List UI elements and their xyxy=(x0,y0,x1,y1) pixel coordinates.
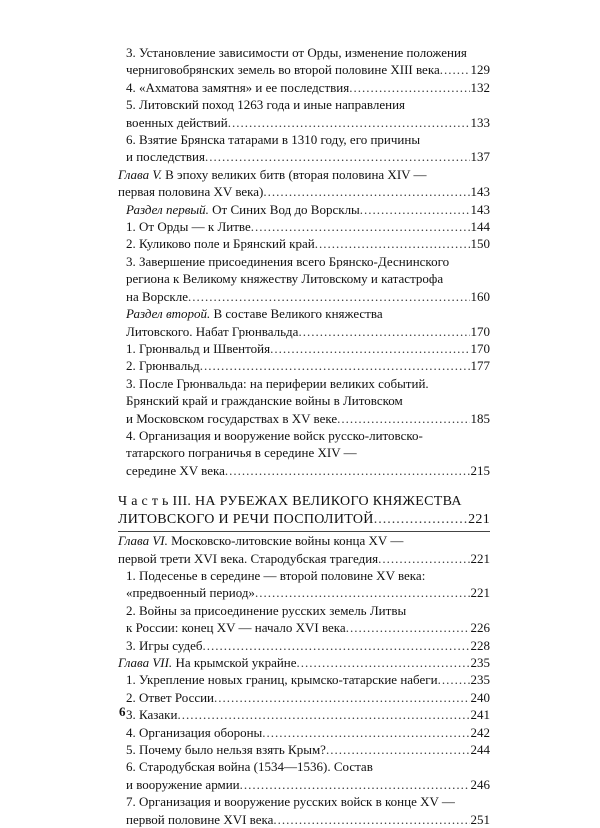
toc-text: на Ворскле xyxy=(126,288,188,304)
toc-entry xyxy=(118,602,490,637)
toc-label: Глава V. xyxy=(118,166,162,182)
toc-label: Раздел первый. xyxy=(126,201,209,217)
toc-entry xyxy=(118,340,490,357)
toc-text: 5. Почему было нельзя взять Крым? xyxy=(126,742,326,758)
leader-dots xyxy=(438,671,470,688)
toc-text: Литовского. Набат Грюнвальда xyxy=(126,323,299,339)
toc-label: Раздел второй. xyxy=(126,306,211,322)
leader-dots xyxy=(349,79,469,96)
toc-page: 221 xyxy=(470,585,490,601)
toc-label: Глава VI. xyxy=(118,533,168,549)
toc-page: 221 xyxy=(468,512,490,528)
toc-page: 215 xyxy=(470,462,490,478)
leader-dots xyxy=(262,724,469,741)
toc-text: и последствия xyxy=(126,149,205,165)
toc-text: Московско-литовские войны конца XV — xyxy=(167,533,404,549)
toc-page: 133 xyxy=(470,114,490,130)
toc-text: «предвоенный период» xyxy=(126,585,255,601)
toc-text: к России: конец XV — начало XVI века xyxy=(126,620,346,636)
leader-dots xyxy=(374,511,467,529)
toc-text: 1. Укрепление новых границ, крымско-татарские набеги xyxy=(126,672,438,688)
toc-page: 221 xyxy=(470,550,490,566)
toc-text: и Московском государствах в XV веке xyxy=(126,410,338,426)
toc-text: и вооружение армии xyxy=(126,776,240,792)
toc-text: 3. Игры судеб xyxy=(126,637,203,653)
leader-dots xyxy=(440,61,470,78)
toc-entry xyxy=(118,427,490,479)
toc-entry xyxy=(118,567,490,602)
toc-text: первой половине XVI века xyxy=(126,811,274,827)
toc-label: Ч а с т ь III. xyxy=(118,494,192,510)
toc-section xyxy=(118,201,490,218)
leader-dots xyxy=(200,357,470,374)
leader-dots xyxy=(360,201,470,218)
leader-dots xyxy=(202,637,469,654)
leader-dots xyxy=(205,148,470,165)
toc-entry xyxy=(118,671,490,688)
toc-page: 143 xyxy=(470,184,490,200)
toc-page: 177 xyxy=(470,358,490,374)
toc-page: 241 xyxy=(470,707,490,723)
toc-entry xyxy=(118,218,490,235)
toc-entry xyxy=(118,96,490,131)
toc-chapter xyxy=(118,654,490,671)
toc-text: 4. Организация и вооружение войск русско-литовско- xyxy=(126,427,423,443)
toc-page: 242 xyxy=(470,724,490,740)
toc-text: первой трети XVI века. Стародубская трагедия xyxy=(118,550,379,566)
toc-page: 137 xyxy=(470,149,490,165)
toc-entry xyxy=(118,253,490,305)
toc-entry xyxy=(118,637,490,654)
toc-entry xyxy=(118,357,490,374)
toc-text: 3. Установление зависимости от Орды, изменение положения xyxy=(126,45,467,60)
toc-entry xyxy=(118,131,490,166)
toc-page: 226 xyxy=(470,620,490,636)
toc-page: 240 xyxy=(470,689,490,705)
leader-dots xyxy=(315,235,470,252)
toc-section xyxy=(118,305,490,340)
toc-page: 170 xyxy=(470,340,490,356)
toc-text: середине XV века xyxy=(126,462,225,478)
toc-chapter xyxy=(118,532,490,567)
toc-page: 246 xyxy=(470,776,490,792)
toc-text: НА РУБЕЖАХ ВЕЛИКОГО КНЯЖЕСТВА xyxy=(191,494,462,510)
toc-text: черниговобрянских земель во второй половине XIII века xyxy=(126,62,440,78)
toc-text: 5. Литовский поход 1263 года и иные направления xyxy=(126,97,406,113)
toc-entry xyxy=(118,79,490,96)
toc-text: 4. Организация обороны xyxy=(126,724,263,740)
toc-entry xyxy=(118,689,490,706)
toc-chapter xyxy=(118,166,490,201)
toc-label: Глава VII. xyxy=(118,655,173,670)
leader-dots xyxy=(255,584,470,601)
toc-page: 235 xyxy=(470,655,490,670)
toc-text: 4. «Ахматова замятня» и ее последствия xyxy=(126,79,350,95)
toc-text: От Синих Вод до Ворсклы xyxy=(208,201,360,217)
toc-page: 235 xyxy=(470,672,490,688)
toc-entry xyxy=(118,724,490,741)
toc-entry xyxy=(118,706,490,723)
leader-dots xyxy=(225,462,470,479)
toc-text: 2. Грюнвальд xyxy=(126,358,200,374)
toc-entry xyxy=(118,235,490,252)
page-number: 6 xyxy=(119,704,126,719)
toc-entry xyxy=(118,793,490,828)
toc-entry xyxy=(118,44,490,79)
leader-dots xyxy=(263,183,469,200)
toc-text: 3. Завершение присоединения всего Брянско-Деснинского xyxy=(126,253,450,269)
toc-page: 144 xyxy=(470,219,490,235)
leader-dots xyxy=(251,218,470,235)
leader-dots xyxy=(378,550,469,567)
toc-text: 3. Казаки xyxy=(126,707,178,723)
leader-dots xyxy=(297,654,470,671)
toc-text: 3. После Грюнвальда: на периферии великих событий. xyxy=(126,375,429,391)
toc-page: 228 xyxy=(470,637,490,653)
toc-page: 143 xyxy=(470,201,490,217)
leader-dots xyxy=(177,706,469,723)
leader-dots xyxy=(228,114,470,131)
toc-text: военных действий xyxy=(126,114,228,130)
toc-text: 1. Подесенье в середине — второй половине XV века: xyxy=(126,567,426,583)
leader-dots xyxy=(270,340,469,357)
toc-text: 2. Войны за присоединение русских земель Литвы xyxy=(126,602,407,618)
toc-text: татарского пограничья в середине XIV — xyxy=(126,445,357,461)
toc-page: 251 xyxy=(470,811,490,827)
leader-dots xyxy=(188,288,470,305)
toc-entry xyxy=(118,375,490,427)
toc-text: 2. Ответ России xyxy=(126,689,215,705)
toc-text: ЛИТОВСКОГО И РЕЧИ ПОСПОЛИТОЙ xyxy=(118,512,374,528)
toc-page: 185 xyxy=(470,410,490,426)
leader-dots xyxy=(273,811,469,828)
toc-text: 6. Взятие Брянска татарами в 1310 году, его причины xyxy=(126,132,421,148)
toc-text: 1. От Орды — к Литве xyxy=(126,219,251,235)
toc-text: региона к Великому княжеству Литовскому и катастрофа xyxy=(126,271,444,287)
toc-page: 129 xyxy=(470,62,490,78)
leader-dots xyxy=(346,619,470,636)
toc-text: 1. Грюнвальд и Швентойя xyxy=(126,340,271,356)
toc-page: 160 xyxy=(470,288,490,304)
toc-text: В эпоху великих битв (вторая половина XIV — xyxy=(161,166,427,182)
toc-text: 6. Стародубская война (1534—1536). Состав xyxy=(126,759,373,775)
toc-text: первая половина XV века) xyxy=(118,184,264,200)
toc-text: Брянский край и гражданские войны в Литовском xyxy=(126,393,403,409)
toc-entry xyxy=(118,758,490,793)
leader-dots xyxy=(337,410,469,427)
leader-dots xyxy=(240,776,470,793)
toc-text: 2. Куликово поле и Брянский край xyxy=(126,236,315,252)
leader-dots xyxy=(214,689,469,706)
toc-text: 7. Организация и вооружение русских войск в конце XV — xyxy=(126,794,455,810)
toc-page: 150 xyxy=(470,236,490,252)
toc-text: В составе Великого княжества xyxy=(210,306,383,322)
table-of-contents xyxy=(118,44,490,828)
leader-dots xyxy=(298,323,469,340)
toc-page: 244 xyxy=(470,742,490,758)
toc-page: 132 xyxy=(470,79,490,95)
toc-page: 170 xyxy=(470,323,490,339)
toc-part xyxy=(118,493,490,529)
toc-text: На крымской украйне xyxy=(172,655,297,670)
